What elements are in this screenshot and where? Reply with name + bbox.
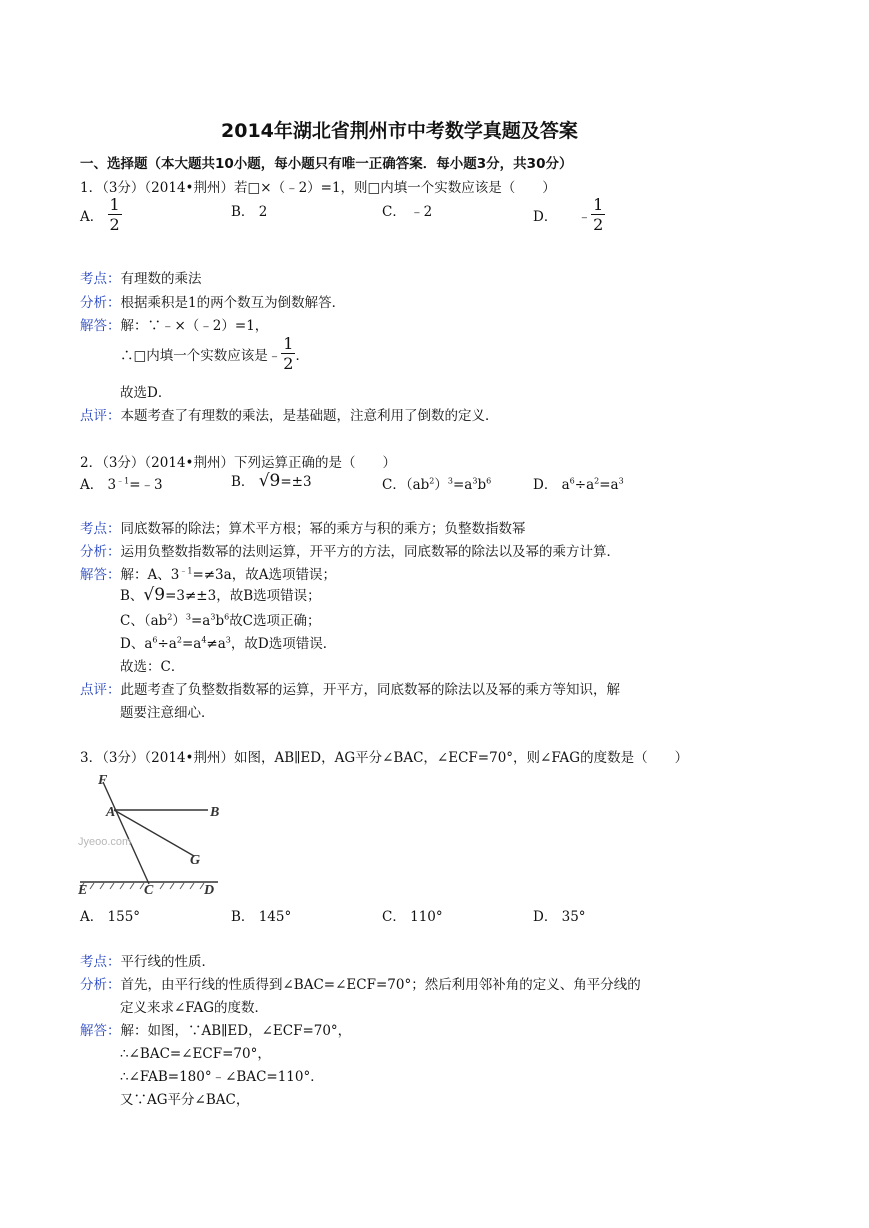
q2-jieda-e: 故选：C． <box>120 659 185 675</box>
q3-option-d: D． 35° <box>533 909 586 925</box>
q3-jieda-line4: 又∵AG平分∠BAC， <box>120 1092 250 1108</box>
q2-jieda-d-base: D、a <box>120 636 153 652</box>
exp: 2 <box>176 635 182 645</box>
q2-option-d <box>533 473 624 493</box>
q3-jieda-line3: ∴∠FAB=180°﹣∠BAC=110°． <box>120 1069 324 1085</box>
q2-option-c <box>382 473 491 493</box>
q3-kaodian <box>80 950 215 970</box>
label-dianping: 点评： <box>80 408 121 424</box>
q2-kaodian-text: 同底数幂的除法；算术平方根；幂的乘方与积的乘方；负整数指数幂 <box>120 521 526 537</box>
denominator: 2 <box>593 215 604 234</box>
exp: 3 <box>472 476 478 486</box>
q2-jieda-a-end: =≠3a，故A选项错误； <box>192 567 336 583</box>
q2-jieda-c-base: C、（ab <box>120 613 168 629</box>
q3-option-c: C． 110° <box>382 909 443 925</box>
neq: ≠a <box>206 636 226 652</box>
q3-option-b: B． 145° <box>231 909 292 925</box>
q2-option-b <box>231 470 312 491</box>
q3-kaodian-text: 平行线的性质． <box>120 954 215 970</box>
q2-jieda-b-radical: √9 <box>143 585 166 605</box>
q1-dianping <box>80 404 499 424</box>
q1-jieda-line2 <box>120 336 309 372</box>
q1-dianping-text: 本题考查了有理数的乘法，是基础题，注意利用了倒数的定义． <box>120 408 499 424</box>
q1-option-a <box>80 197 122 233</box>
eq: =a <box>190 613 211 629</box>
exp: 4 <box>201 635 207 645</box>
q1-stem: 1．（3分）（2014•荆州）若□×（﹣2）=1，则□内填一个实数应该是（ ） <box>80 180 556 196</box>
q2-dianping-text: 此题考查了负整数指数幂的运算，开平方，同底数幂的除法以及幂的乘方等知识，解 <box>120 682 620 698</box>
label-d: D <box>204 883 215 898</box>
q3-jieda-line1: 解：如图，∵AB∥ED，∠ECF=70°， <box>120 1023 352 1039</box>
label-f: F <box>98 773 108 788</box>
q2-jieda-b-end: =3≠±3，故B选项错误； <box>165 588 321 604</box>
label-kaodian: 考点： <box>80 521 121 537</box>
numerator: 1 <box>109 195 120 214</box>
label-a: A <box>106 805 116 820</box>
q1-fenxi-text: 根据乘积是1的两个数互为倒数解答． <box>120 295 346 311</box>
exp: 6 <box>569 476 575 486</box>
label-jieda: 解答： <box>80 318 121 334</box>
q3-figure <box>76 770 226 898</box>
q2-jieda-a: 解：A、3 <box>120 567 180 583</box>
q3-jieda <box>80 1019 351 1039</box>
q1-option-d <box>533 197 605 233</box>
q2-option-a <box>80 473 163 493</box>
q1-option-d-sign: ﹣ <box>577 209 592 225</box>
exp: 6 <box>152 635 158 645</box>
q2-fenxi-text: 运用负整数指数幂的法则运算，开平方的方法，同底数幂的除法以及幂的乘方计算． <box>120 544 620 560</box>
q3-fenxi <box>80 973 641 993</box>
q2-jieda-c-end: 故C选项正确； <box>229 613 321 629</box>
q3-stem: 3．（3分）（2014•荆州）如图，AB∥ED，AG平分∠BAC，∠ECF=70°，则∠FAG的度数是（ ） <box>80 750 689 766</box>
numerator: 1 <box>593 195 604 214</box>
exp: 2 <box>429 476 435 486</box>
q2-kaodian <box>80 517 526 537</box>
q2-option-c-base: C．（ab <box>382 477 430 493</box>
eq: =a <box>181 636 202 652</box>
q2-option-b-radical: √9 <box>258 471 281 491</box>
var-b: b <box>477 477 487 493</box>
q1-option-d-label: D． <box>533 209 558 225</box>
q2-option-a-exp: ﹣1 <box>116 476 130 486</box>
q1-jieda-line1: 解：∵﹣×（﹣2）=1， <box>120 318 269 334</box>
exp: 2 <box>167 612 173 622</box>
q1-jieda <box>80 314 268 334</box>
q1-option-b: B． 2 <box>231 204 268 220</box>
label-fenxi: 分析： <box>80 977 121 993</box>
ground-hatch <box>80 883 204 889</box>
q2-stem: 2．（3分）（2014•荆州）下列运算正确的是（ ） <box>80 455 396 471</box>
label-jieda: 解答： <box>80 567 121 583</box>
eq: =a <box>452 477 473 493</box>
exp: 6 <box>486 476 492 486</box>
q2-option-b-result: =±3 <box>280 474 312 490</box>
watermark: Jyeoo.com <box>78 836 132 848</box>
label-e: E <box>78 883 88 898</box>
exp: 2 <box>594 476 600 486</box>
q3-option-a: A． 155° <box>80 909 141 925</box>
q2-jieda-b <box>120 584 321 605</box>
label-dianping: 点评： <box>80 682 121 698</box>
q1-fenxi <box>80 291 345 311</box>
denominator: 2 <box>283 354 294 373</box>
exp: 3 <box>447 476 453 486</box>
exp: 3 <box>618 476 624 486</box>
q1-jieda-line2-end: ． <box>295 348 309 364</box>
q1-kaodian <box>80 267 202 287</box>
q2-option-a-result: =﹣3 <box>129 477 163 493</box>
section-heading: 一、选择题（本大题共10小题，每小题只有唯一正确答案．每小题3分，共30分） <box>80 156 573 172</box>
exp: 3 <box>225 635 231 645</box>
q2-option-a-base: A． 3 <box>80 477 117 493</box>
q1-option-d-fraction <box>591 197 605 233</box>
div: ÷a <box>574 477 595 493</box>
q3-fenxi-text: 首先，由平行线的性质得到∠BAC=∠ECF=70°；然后利用邻补角的定义、角平分线的 <box>120 977 641 993</box>
line-fc <box>103 782 149 884</box>
q2-jieda-c <box>120 609 321 629</box>
q2-jieda-d <box>120 632 336 652</box>
q2-dianping <box>80 678 620 698</box>
label-jieda: 解答： <box>80 1023 121 1039</box>
exp: 3 <box>185 612 191 622</box>
q2-jieda-b-label: B、 <box>120 588 144 604</box>
page-title: 2014年湖北省荆州市中考数学真题及答案 <box>221 120 578 142</box>
label-kaodian: 考点： <box>80 271 121 287</box>
label-g: G <box>190 853 201 868</box>
label-kaodian: 考点： <box>80 954 121 970</box>
label-b: B <box>210 805 220 820</box>
q2-fenxi <box>80 540 620 560</box>
q1-kaodian-text: 有理数的乘法 <box>120 271 202 287</box>
q3-jieda-line2: ∴∠BAC=∠ECF=70°， <box>120 1046 271 1062</box>
var-b: b <box>215 613 225 629</box>
paren: ） <box>434 477 448 493</box>
q2-jieda <box>80 563 336 583</box>
q1-jieda-fraction <box>281 336 295 372</box>
div: ÷a <box>157 636 177 652</box>
q1-option-a-label: A． <box>80 209 104 225</box>
label-fenxi: 分析： <box>80 544 121 560</box>
q2-dianping-line2: 题要注意细心． <box>120 705 215 721</box>
paren: ） <box>172 613 186 629</box>
exp: 6 <box>224 612 230 622</box>
label-fenxi: 分析： <box>80 295 121 311</box>
q2-option-b-label: B． <box>231 474 255 490</box>
q1-option-a-fraction <box>108 197 122 233</box>
numerator: 1 <box>283 334 294 353</box>
exp: 3 <box>210 612 216 622</box>
q1-jieda-line2-text: ∴□内填一个实数应该是﹣ <box>120 348 282 364</box>
q1-option-c: C． ﹣2 <box>382 204 433 220</box>
q2-option-d-base: D． a <box>533 477 570 493</box>
q3-fenxi-line2: 定义来求∠FAG的度数． <box>120 1000 269 1016</box>
label-c: C <box>144 883 154 898</box>
q2-jieda-d-end: ，故D选项错误． <box>230 636 337 652</box>
denominator: 2 <box>109 215 120 234</box>
q1-jieda-line3: 故选D． <box>120 385 172 401</box>
exp: ﹣1 <box>179 566 193 576</box>
eq: =a <box>599 477 619 493</box>
